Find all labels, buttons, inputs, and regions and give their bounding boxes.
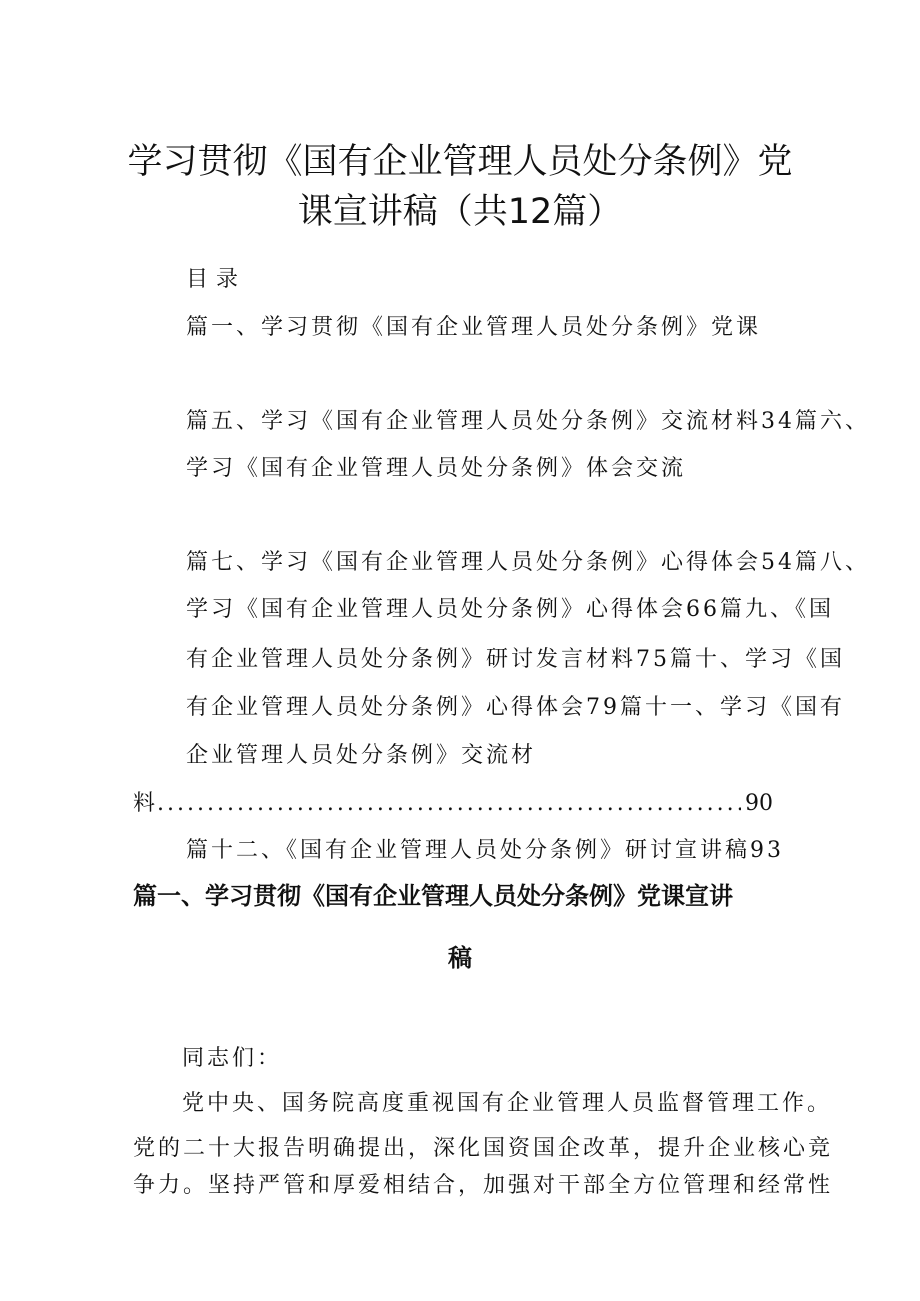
toc-dot-leader <box>157 791 741 816</box>
salutation: 同志们： <box>182 1046 283 1071</box>
section-heading-line-1: 篇一、学习贯彻《国有企业管理人员处分条例》党课宣讲 <box>133 882 733 910</box>
toc-heading: 目录 <box>186 267 247 292</box>
body-line: 党的二十大报告明确提出，深化国资国企改革，提升企业核心竞 <box>133 1136 834 1161</box>
toc-page-number: 90 <box>745 791 773 816</box>
body-line: 党中央、国务院高度重视国有企业管理人员监督管理工作。 <box>182 1091 833 1116</box>
document-title-line-2: 课宣讲稿（共12篇） <box>297 192 623 232</box>
document-title-line-1: 学习贯彻《国有企业管理人员处分条例》党 <box>127 142 793 182</box>
toc-leader-row <box>133 786 773 817</box>
section-heading-line-2: 稿 <box>448 944 472 972</box>
toc-line: 学习《国有企业管理人员处分条例》体会交流 <box>186 456 687 481</box>
toc-line: 篇一、学习贯彻《国有企业管理人员处分条例》党课 <box>186 315 762 340</box>
toc-line: 企业管理人员处分条例》交流材 <box>186 743 537 768</box>
toc-line: 有企业管理人员处分条例》研讨发言材料75篇十、学习《国 <box>186 647 845 672</box>
toc-line: 有企业管理人员处分条例》心得体会79篇十一、学习《国有 <box>186 695 845 720</box>
toc-leader-prefix: 料 <box>133 791 156 816</box>
body-line: 争力。坚持严管和厚爱相结合，加强对干部全方位管理和经常性 <box>133 1173 834 1198</box>
toc-line: 学习《国有企业管理人员处分条例》心得体会66篇九、《国 <box>186 597 834 622</box>
toc-line: 篇五、学习《国有企业管理人员处分条例》交流材料34篇六、 <box>186 409 870 434</box>
toc-line: 篇十二、《国有企业管理人员处分条例》研讨宣讲稿93 <box>186 838 784 863</box>
toc-line: 篇七、学习《国有企业管理人员处分条例》心得体会54篇八、 <box>186 550 870 575</box>
